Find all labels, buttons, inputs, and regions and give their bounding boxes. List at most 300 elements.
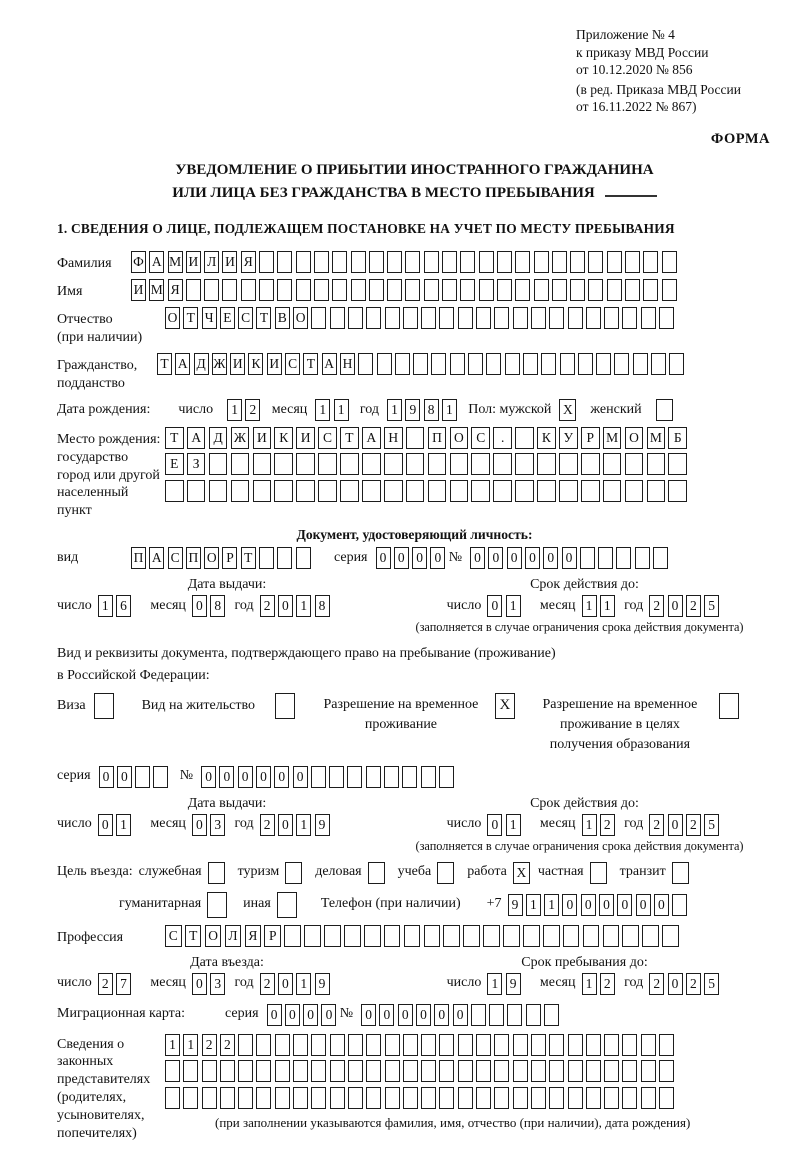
cell-box[interactable] [544, 1004, 559, 1026]
cell-box[interactable] [351, 251, 366, 273]
cell-box[interactable]: К [248, 353, 263, 375]
cell-box[interactable] [476, 307, 491, 329]
cell-box[interactable] [165, 1060, 180, 1082]
cell-box[interactable] [405, 279, 420, 301]
cell-box[interactable] [489, 1004, 504, 1026]
cell-box[interactable]: 1 [526, 894, 541, 916]
cell-box[interactable] [471, 480, 490, 502]
cell-box[interactable]: С [168, 547, 183, 569]
cell-box[interactable]: И [186, 251, 201, 273]
cell-box[interactable]: 0 [117, 766, 132, 788]
cell-box[interactable] [395, 353, 410, 375]
cell-box[interactable] [560, 353, 575, 375]
cell-box[interactable] [293, 1060, 308, 1082]
phone-cells[interactable] [508, 894, 691, 916]
cell-box[interactable] [404, 925, 421, 947]
cell-box[interactable] [513, 1060, 528, 1082]
cell-box[interactable] [531, 307, 546, 329]
edu-residence-checkbox[interactable] [719, 693, 739, 719]
cell-box[interactable] [604, 1087, 619, 1109]
cell-box[interactable]: 2 [649, 595, 664, 617]
cell-box[interactable] [183, 1087, 198, 1109]
cell-box[interactable] [332, 251, 347, 273]
cell-box[interactable] [403, 307, 418, 329]
cell-box[interactable] [625, 279, 640, 301]
cell-box[interactable]: 2 [202, 1034, 217, 1056]
cell-box[interactable] [385, 1034, 400, 1056]
sex-female-checkbox[interactable] [656, 399, 673, 421]
cell-box[interactable] [471, 453, 490, 475]
identity-series-cells[interactable] [376, 547, 449, 569]
cell-box[interactable]: 0 [219, 766, 234, 788]
cell-box[interactable] [493, 453, 512, 475]
cell-box[interactable]: 1 [582, 595, 597, 617]
cell-box[interactable] [377, 353, 392, 375]
cell-box[interactable] [642, 925, 659, 947]
cell-box[interactable] [494, 1087, 509, 1109]
cell-box[interactable] [641, 1087, 656, 1109]
cell-box[interactable] [403, 1060, 418, 1082]
cell-box[interactable] [549, 1087, 564, 1109]
cell-box[interactable] [568, 307, 583, 329]
cell-box[interactable] [277, 547, 292, 569]
birth-day-cells[interactable] [227, 399, 264, 421]
cell-box[interactable] [656, 399, 673, 421]
cell-box[interactable]: 0 [543, 547, 558, 569]
cell-box[interactable]: 0 [562, 547, 577, 569]
cell-box[interactable] [590, 862, 607, 884]
cell-box[interactable]: А [322, 353, 337, 375]
cell-box[interactable]: 0 [256, 766, 271, 788]
cell-box[interactable] [274, 480, 293, 502]
cell-box[interactable]: 1 [487, 973, 502, 995]
cell-box[interactable]: 5 [704, 595, 719, 617]
cell-box[interactable]: 1 [600, 595, 615, 617]
cell-box[interactable] [570, 279, 585, 301]
purpose-commercial-checkbox[interactable] [368, 862, 385, 884]
cell-box[interactable] [431, 353, 446, 375]
residence-valid-day-cells[interactable] [487, 814, 524, 836]
cell-box[interactable]: 9 [508, 894, 523, 916]
cell-box[interactable] [523, 925, 540, 947]
identity-valid-month-cells[interactable] [582, 595, 619, 617]
cell-box[interactable] [437, 862, 454, 884]
purpose-humanitarian-checkbox[interactable] [207, 892, 227, 918]
cell-box[interactable] [259, 251, 274, 273]
cell-box[interactable] [238, 1060, 253, 1082]
cell-box[interactable]: И [230, 353, 245, 375]
residence-series-cells[interactable] [99, 766, 172, 788]
cell-box[interactable]: 2 [220, 1034, 235, 1056]
cell-box[interactable] [366, 307, 381, 329]
cell-box[interactable]: 8 [315, 595, 330, 617]
cell-box[interactable] [662, 251, 677, 273]
cell-box[interactable]: М [149, 279, 164, 301]
cell-box[interactable]: Т [157, 353, 172, 375]
cell-box[interactable]: Д [209, 427, 228, 449]
cell-box[interactable] [275, 1087, 290, 1109]
cell-box[interactable]: 0 [617, 894, 632, 916]
cell-box[interactable] [662, 925, 679, 947]
cell-box[interactable] [314, 251, 329, 273]
cell-box[interactable] [659, 307, 674, 329]
cell-box[interactable] [314, 279, 329, 301]
cell-box[interactable] [387, 279, 402, 301]
cell-box[interactable] [231, 480, 250, 502]
cell-box[interactable] [497, 279, 512, 301]
entry-month-cells[interactable] [192, 973, 229, 995]
cell-box[interactable]: 0 [192, 973, 207, 995]
cell-box[interactable] [439, 307, 454, 329]
cell-box[interactable]: 9 [315, 973, 330, 995]
purpose-transit-checkbox[interactable] [672, 862, 689, 884]
cell-box[interactable] [330, 307, 345, 329]
cell-box[interactable]: 0 [453, 1004, 468, 1026]
cell-box[interactable]: 0 [376, 547, 391, 569]
cell-box[interactable] [220, 1060, 235, 1082]
cell-box[interactable]: 9 [506, 973, 521, 995]
cell-box[interactable] [668, 480, 687, 502]
cell-box[interactable]: Т [185, 925, 202, 947]
cell-box[interactable] [348, 1087, 363, 1109]
cell-box[interactable]: 2 [600, 973, 615, 995]
cell-box[interactable] [318, 453, 337, 475]
cell-box[interactable]: 0 [412, 547, 427, 569]
cell-box[interactable]: X [559, 399, 576, 421]
cell-box[interactable]: 0 [562, 894, 577, 916]
cell-box[interactable]: 2 [686, 595, 701, 617]
cell-box[interactable] [458, 1087, 473, 1109]
cell-box[interactable]: 1 [315, 399, 330, 421]
cell-box[interactable]: 1 [183, 1034, 198, 1056]
cell-box[interactable]: 2 [260, 814, 275, 836]
cell-box[interactable] [531, 1034, 546, 1056]
cell-box[interactable]: 1 [506, 595, 521, 617]
cell-box[interactable] [586, 307, 601, 329]
cell-box[interactable] [209, 453, 228, 475]
residence-issue-day-cells[interactable] [98, 814, 135, 836]
identity-kind-cells[interactable] [131, 547, 314, 569]
cell-box[interactable] [340, 453, 359, 475]
cell-box[interactable] [366, 766, 381, 788]
cell-box[interactable]: П [428, 427, 447, 449]
cell-box[interactable] [549, 307, 564, 329]
cell-box[interactable] [366, 1034, 381, 1056]
cell-box[interactable]: X [495, 693, 515, 719]
cell-box[interactable] [348, 1034, 363, 1056]
cell-box[interactable]: 0 [599, 894, 614, 916]
cell-box[interactable]: Н [340, 353, 355, 375]
cell-box[interactable]: 0 [361, 1004, 376, 1026]
cell-box[interactable] [559, 480, 578, 502]
cell-box[interactable] [187, 480, 206, 502]
cell-box[interactable]: 1 [582, 814, 597, 836]
cell-box[interactable]: Я [168, 279, 183, 301]
cell-box[interactable]: М [603, 427, 622, 449]
cell-box[interactable]: Т [256, 307, 271, 329]
cell-box[interactable] [588, 279, 603, 301]
cell-box[interactable] [275, 693, 295, 719]
cell-box[interactable] [275, 1060, 290, 1082]
cell-box[interactable]: 0 [394, 547, 409, 569]
cell-box[interactable]: 0 [201, 766, 216, 788]
cell-box[interactable] [442, 251, 457, 273]
cell-box[interactable]: 0 [267, 1004, 282, 1026]
cell-box[interactable]: 0 [581, 894, 596, 916]
cell-box[interactable]: 0 [654, 894, 669, 916]
cell-box[interactable] [348, 1060, 363, 1082]
cell-box[interactable] [515, 279, 530, 301]
identity-issue-day-cells[interactable] [98, 595, 135, 617]
birth-month-cells[interactable] [315, 399, 352, 421]
cell-box[interactable] [515, 453, 534, 475]
cell-box[interactable] [439, 1060, 454, 1082]
cell-box[interactable]: А [362, 427, 381, 449]
cell-box[interactable] [588, 251, 603, 273]
cell-box[interactable] [614, 353, 629, 375]
cell-box[interactable]: М [168, 251, 183, 273]
cell-box[interactable]: 3 [210, 973, 225, 995]
cell-box[interactable]: 0 [636, 894, 651, 916]
cell-box[interactable] [329, 766, 344, 788]
cell-box[interactable]: Я [241, 251, 256, 273]
stay-year-cells[interactable] [649, 973, 722, 995]
cell-box[interactable] [348, 307, 363, 329]
cell-box[interactable] [586, 1060, 601, 1082]
cell-box[interactable] [311, 766, 326, 788]
cell-box[interactable]: С [318, 427, 337, 449]
cell-box[interactable] [513, 1034, 528, 1056]
cell-box[interactable]: И [267, 353, 282, 375]
cell-box[interactable] [625, 480, 644, 502]
cell-box[interactable] [672, 894, 687, 916]
cell-box[interactable]: 0 [668, 814, 683, 836]
cell-box[interactable] [513, 1087, 528, 1109]
cell-box[interactable]: О [205, 925, 222, 947]
cell-box[interactable]: С [471, 427, 490, 449]
cell-box[interactable] [366, 1060, 381, 1082]
cell-box[interactable] [586, 1087, 601, 1109]
cell-box[interactable] [253, 480, 272, 502]
cell-box[interactable]: 0 [488, 547, 503, 569]
cell-box[interactable]: А [187, 427, 206, 449]
cell-box[interactable] [531, 1060, 546, 1082]
cell-box[interactable] [523, 353, 538, 375]
cell-box[interactable] [256, 1087, 271, 1109]
cell-box[interactable] [503, 925, 520, 947]
birth-year-cells[interactable] [387, 399, 460, 421]
cell-box[interactable]: 2 [600, 814, 615, 836]
cell-box[interactable] [311, 1034, 326, 1056]
cell-box[interactable] [222, 279, 237, 301]
cell-box[interactable] [643, 251, 658, 273]
purpose-private-checkbox[interactable] [590, 862, 607, 884]
cell-box[interactable] [659, 1060, 674, 1082]
cell-box[interactable] [186, 279, 201, 301]
cell-box[interactable]: О [165, 307, 180, 329]
cell-box[interactable]: П [186, 547, 201, 569]
cell-box[interactable] [603, 925, 620, 947]
cell-box[interactable] [622, 1087, 637, 1109]
cell-box[interactable] [622, 307, 637, 329]
cell-box[interactable] [421, 1060, 436, 1082]
cell-box[interactable] [202, 1087, 217, 1109]
cell-box[interactable] [231, 453, 250, 475]
cell-box[interactable]: О [625, 427, 644, 449]
representatives-cells-row-1[interactable] [165, 1034, 690, 1056]
residence-permit-checkbox[interactable] [275, 693, 295, 719]
residence-issue-year-cells[interactable] [260, 814, 333, 836]
cell-box[interactable] [531, 1087, 546, 1109]
cell-box[interactable]: Т [165, 427, 184, 449]
cell-box[interactable] [552, 279, 567, 301]
cell-box[interactable]: К [274, 427, 293, 449]
cell-box[interactable] [256, 1060, 271, 1082]
cell-box[interactable] [253, 453, 272, 475]
entry-year-cells[interactable] [260, 973, 333, 995]
cell-box[interactable] [439, 1087, 454, 1109]
cell-box[interactable] [479, 251, 494, 273]
birthplace-cells-row-3[interactable] [165, 480, 690, 502]
cell-box[interactable] [293, 1034, 308, 1056]
cell-box[interactable]: А [175, 353, 190, 375]
cell-box[interactable]: С [238, 307, 253, 329]
cell-box[interactable] [439, 766, 454, 788]
cell-box[interactable] [479, 279, 494, 301]
cell-box[interactable] [311, 1087, 326, 1109]
cell-box[interactable] [651, 353, 666, 375]
cell-box[interactable] [277, 251, 292, 273]
cell-box[interactable]: 2 [686, 814, 701, 836]
cell-box[interactable] [450, 453, 469, 475]
cell-box[interactable]: 0 [470, 547, 485, 569]
purpose-study-checkbox[interactable] [437, 862, 454, 884]
cell-box[interactable] [275, 1034, 290, 1056]
cell-box[interactable]: Ч [202, 307, 217, 329]
cell-box[interactable] [458, 1034, 473, 1056]
cell-box[interactable] [515, 480, 534, 502]
cell-box[interactable] [507, 1004, 522, 1026]
cell-box[interactable] [662, 279, 677, 301]
cell-box[interactable]: 1 [387, 399, 402, 421]
cell-box[interactable] [347, 766, 362, 788]
identity-issue-year-cells[interactable] [260, 595, 333, 617]
cell-box[interactable]: 0 [668, 595, 683, 617]
cell-box[interactable]: 6 [116, 595, 131, 617]
cell-box[interactable]: 0 [668, 973, 683, 995]
cell-box[interactable]: И [131, 279, 146, 301]
cell-box[interactable]: О [450, 427, 469, 449]
cell-box[interactable] [183, 1060, 198, 1082]
cell-box[interactable] [476, 1034, 491, 1056]
cell-box[interactable] [607, 279, 622, 301]
cell-box[interactable] [625, 251, 640, 273]
identity-issue-month-cells[interactable] [192, 595, 229, 617]
cell-box[interactable]: 1 [544, 894, 559, 916]
cell-box[interactable] [719, 693, 739, 719]
cell-box[interactable]: 0 [285, 1004, 300, 1026]
cell-box[interactable] [406, 427, 425, 449]
cell-box[interactable] [344, 925, 361, 947]
cell-box[interactable] [318, 480, 337, 502]
cell-box[interactable]: 8 [424, 399, 439, 421]
cell-box[interactable] [207, 892, 227, 918]
cell-box[interactable] [559, 453, 578, 475]
cell-box[interactable]: Я [245, 925, 262, 947]
cell-box[interactable] [616, 547, 631, 569]
cell-box[interactable]: 0 [434, 1004, 449, 1026]
cell-box[interactable] [586, 1034, 601, 1056]
cell-box[interactable] [596, 353, 611, 375]
cell-box[interactable]: 2 [649, 814, 664, 836]
cell-box[interactable]: 1 [296, 595, 311, 617]
cell-box[interactable] [424, 925, 441, 947]
cell-box[interactable] [238, 1034, 253, 1056]
cell-box[interactable]: 0 [192, 595, 207, 617]
cell-box[interactable] [366, 1087, 381, 1109]
cell-box[interactable] [385, 1060, 400, 1082]
cell-box[interactable]: Т [241, 547, 256, 569]
cell-box[interactable]: А [149, 251, 164, 273]
cell-box[interactable] [476, 1060, 491, 1082]
representatives-cells-row-3[interactable] [165, 1087, 690, 1109]
cell-box[interactable] [384, 766, 399, 788]
cell-box[interactable] [296, 279, 311, 301]
cell-box[interactable]: 0 [416, 1004, 431, 1026]
cell-box[interactable] [537, 453, 556, 475]
cell-box[interactable]: 1 [442, 399, 457, 421]
purpose-other-checkbox[interactable] [277, 892, 297, 918]
entry-day-cells[interactable] [98, 973, 135, 995]
cell-box[interactable]: Ж [212, 353, 227, 375]
cell-box[interactable] [296, 251, 311, 273]
cell-box[interactable] [428, 480, 447, 502]
cell-box[interactable]: 0 [278, 973, 293, 995]
cell-box[interactable] [403, 1087, 418, 1109]
cell-box[interactable]: 0 [507, 547, 522, 569]
cell-box[interactable]: 2 [649, 973, 664, 995]
cell-box[interactable] [460, 251, 475, 273]
cell-box[interactable] [406, 480, 425, 502]
cell-box[interactable] [135, 766, 150, 788]
citizenship-cells[interactable] [157, 353, 688, 375]
cell-box[interactable] [513, 307, 528, 329]
purpose-tourism-checkbox[interactable] [285, 862, 302, 884]
cell-box[interactable] [607, 251, 622, 273]
cell-box[interactable] [220, 1087, 235, 1109]
visa-checkbox[interactable] [94, 693, 114, 719]
cell-box[interactable]: И [253, 427, 272, 449]
cell-box[interactable] [330, 1034, 345, 1056]
cell-box[interactable] [549, 1060, 564, 1082]
cell-box[interactable]: 9 [315, 814, 330, 836]
cell-box[interactable]: 5 [704, 973, 719, 995]
cell-box[interactable] [421, 1087, 436, 1109]
cell-box[interactable] [413, 353, 428, 375]
residence-valid-month-cells[interactable] [582, 814, 619, 836]
cell-box[interactable] [362, 480, 381, 502]
cell-box[interactable] [672, 862, 689, 884]
cell-box[interactable] [421, 766, 436, 788]
cell-box[interactable] [458, 1060, 473, 1082]
cell-box[interactable] [450, 353, 465, 375]
cell-box[interactable]: 0 [303, 1004, 318, 1026]
cell-box[interactable] [476, 1087, 491, 1109]
cell-box[interactable]: 0 [321, 1004, 336, 1026]
cell-box[interactable] [541, 353, 556, 375]
cell-box[interactable]: Р [264, 925, 281, 947]
cell-box[interactable] [460, 279, 475, 301]
